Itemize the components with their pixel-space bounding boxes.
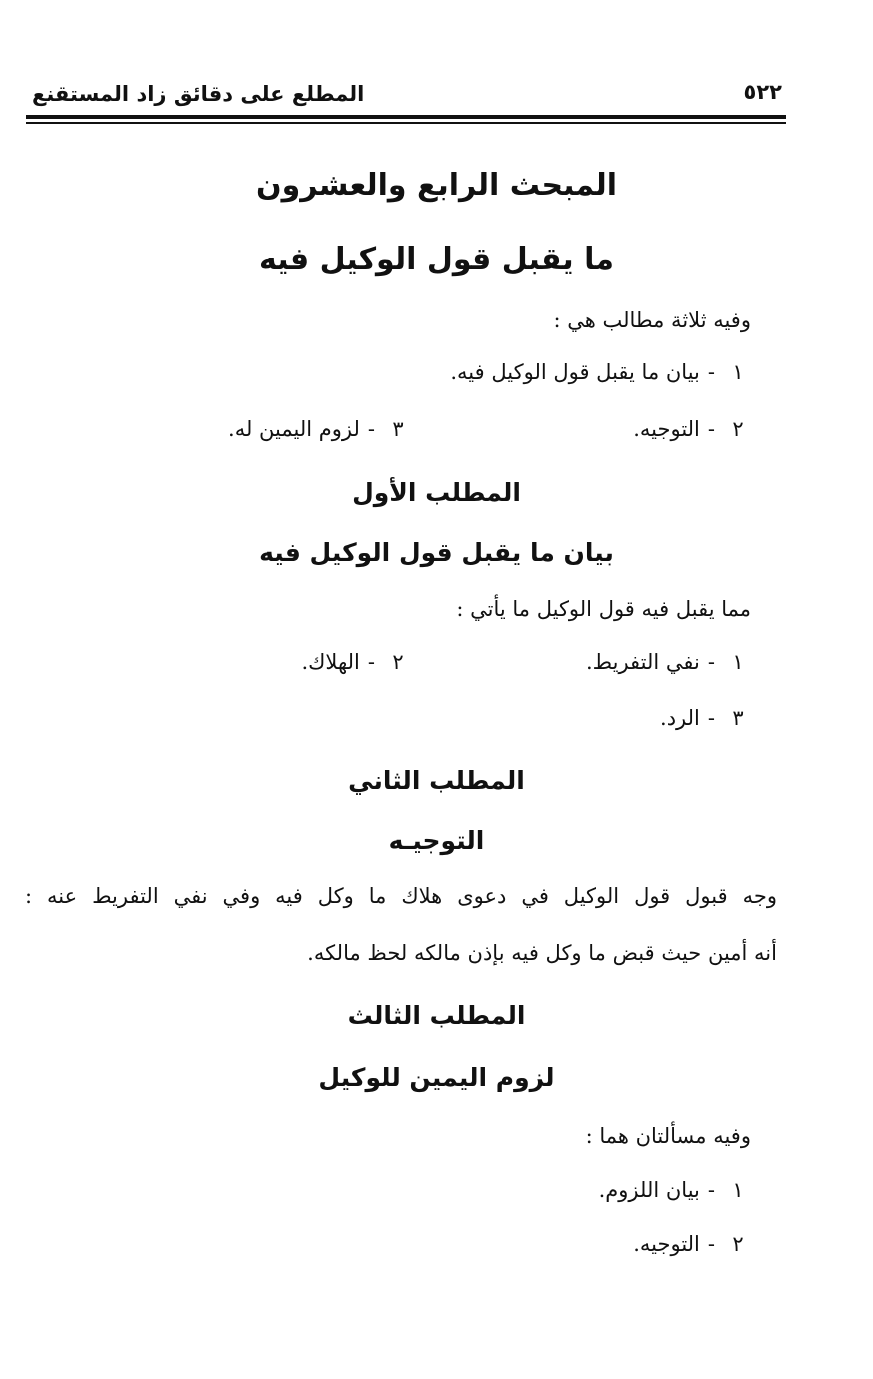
item-text: بيان اللزوم. [598,1178,700,1202]
list-item [660,706,751,730]
page-number: ٥٢٢ [743,80,782,104]
item-dash: - [707,1232,715,1256]
item-text: التوجيه. [633,1232,700,1256]
item-dash: - [707,417,715,441]
list-item [301,650,411,674]
chapter-intro: وفيه ثلاثة مطالب هي : [553,308,751,332]
section2-title: المطلب الثاني [348,766,525,795]
item-dash: - [707,1178,715,1202]
item-text: التوجيه. [633,417,700,441]
item-number: ٢ [732,417,744,441]
book-title: المطلع على دقائق زاد المستقنع [32,82,365,106]
item-text: بيان ما يقبل قول الوكيل فيه. [450,360,700,384]
section2-subtitle: التوجيـه [388,826,485,855]
chapter-title: المبحث الرابع والعشرون [256,168,617,203]
list-item [599,1178,751,1202]
item-number: ٣ [732,706,744,730]
header-rule-thin [26,122,786,124]
header-rule-thick [26,115,786,119]
item-number: ٢ [732,1232,744,1256]
item-dash: - [367,417,375,441]
item-text: لزوم اليمين له. [228,417,360,441]
list-row [191,650,751,674]
paragraph-line: وجه قبول قول الوكيل في دعوى هلاك ما وكل فيه وفي نفي التفريط عنه : [25,884,777,908]
section3-intro: وفيه مسألتان هما : [585,1124,751,1148]
list-item [450,360,751,384]
item-text: نفي التفريط. [586,650,700,674]
list-item [411,650,751,674]
list-item [411,417,751,441]
item-dash: - [707,360,715,384]
running-header [26,78,786,116]
item-text: الهلاك. [301,650,360,674]
section1-intro: مما يقبل فيه قول الوكيل ما يأتي : [456,597,751,621]
item-number: ١ [732,1178,744,1202]
section1-title: المطلب الأول [352,478,521,507]
section3-title: المطلب الثالث [347,1001,526,1030]
item-number: ١ [732,650,744,674]
item-number: ٣ [392,417,404,441]
list-item [228,417,411,441]
paragraph-line: أنه أمين حيث قبض ما وكل فيه بإذن مالكه لحظ مالكه. [307,941,777,965]
item-number: ٢ [392,650,404,674]
list-row [191,417,751,441]
section3-subtitle: لزوم اليمين للوكيل [318,1063,555,1092]
item-number: ١ [732,360,744,384]
item-dash: - [707,650,715,674]
chapter-subtitle: ما يقبل قول الوكيل فيه [259,242,614,277]
item-text: الرد. [660,706,700,730]
item-dash: - [367,650,375,674]
list-item [633,1232,751,1256]
item-dash: - [707,706,715,730]
section1-subtitle: بيان ما يقبل قول الوكيل فيه [259,538,614,567]
